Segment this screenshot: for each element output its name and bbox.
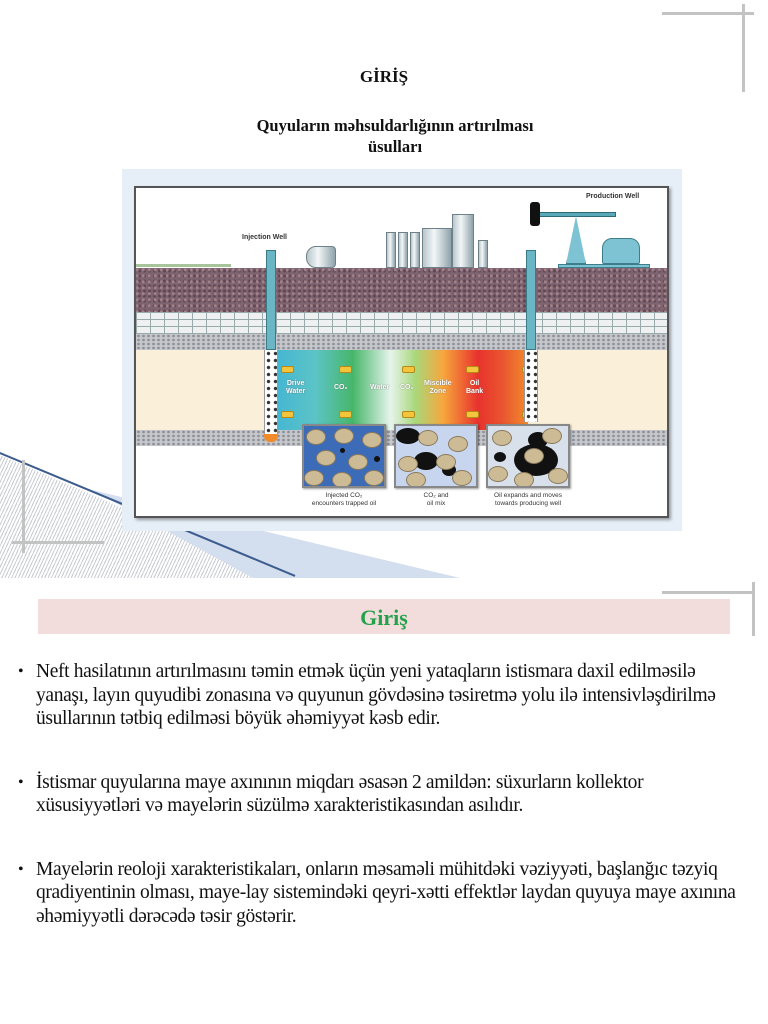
corner-ornament-horizontal (12, 541, 104, 544)
injection-well-perforations (264, 350, 278, 436)
tank-icon (410, 232, 420, 268)
production-well-casing (526, 250, 536, 350)
bullet-item: • İstismar quyularına maye axınının miqdarı əsasən 2 amildən: süxurların kollektor xüsusiyyətləri və mayelərin süzülmə xarakteristikasından asılıdır. (18, 771, 738, 818)
co2-flooding-diagram (134, 186, 669, 518)
flow-arrow-icon (402, 411, 415, 418)
tank-icon (386, 232, 396, 268)
zone-label-oil-bank: Oil Bank (466, 380, 484, 395)
bullet-list (18, 660, 738, 928)
subtitle-line-2: üsulları (367, 137, 423, 156)
injection-well-casing (266, 250, 276, 350)
subtitle-line-1: Quyuların məhsuldarlığının artırılması (256, 116, 534, 135)
zone-label-drive-water: Drive Water (286, 380, 306, 395)
rock-layer-limestone (136, 312, 667, 334)
title-banner (38, 599, 730, 634)
slide-title: GİRİŞ (359, 67, 409, 86)
pore-inset-1 (302, 424, 386, 488)
corner-ornament-horizontal (662, 591, 754, 594)
pore-inset-3 (486, 424, 570, 488)
inset-caption-3: Oil expands and moves towards producing well (494, 492, 562, 507)
tank-icon (452, 214, 474, 268)
rock-layer-gravel (136, 334, 667, 350)
bullet-item: • Neft hasilatının artırılmasını təmin etmək üçün yeni yataqların istismara daxil edilməsilə yanaşı, layın quyudibi zonasına və quyunun gövdəsinə təsiretmə yolu ilə intensivləşdirilmə üsullarının tətbiq edilməsi böyük əhəmiyyət kəsb edir. (18, 660, 738, 731)
surface-pipeline (136, 264, 231, 267)
rock-layer-surface (136, 268, 667, 312)
tank-icon (422, 228, 452, 268)
inset-caption-1: Injected CO₂ encounters trapped oil (311, 492, 377, 507)
production-well-perforations (524, 350, 538, 422)
inset-caption-2: CO₂ and oil mix (423, 492, 449, 507)
pumpjack-frame (566, 216, 586, 264)
corner-ornament-vertical (752, 582, 755, 636)
flow-arrow-icon (339, 366, 352, 373)
production-well-label: Production Well (586, 193, 640, 200)
flow-arrow-icon (466, 366, 479, 373)
flow-arrow-icon (466, 411, 479, 418)
slide-2 (0, 578, 768, 1024)
zone-label-miscible-zone: Miscible Zone (424, 380, 452, 395)
corner-ornament-horizontal (662, 12, 754, 15)
flow-arrow-icon (402, 366, 415, 373)
slide-subtitle (200, 115, 590, 157)
compressor-icon (306, 246, 336, 268)
pore-inset-2 (394, 424, 478, 488)
bullet-item: • Mayelərin reoloji xarakteristikaları, onların məsaməli mühitdəki vəziyyəti, başlanğıc təzyiq qradiyentinin olması, maye-lay sistemindəki qeyri-xətti effektlər laydan quyuya maye axınına əhəmiyyətli dərəcədə təsir göstərir. (18, 858, 738, 929)
pumpjack-motor (602, 238, 640, 264)
flow-arrow-icon (339, 411, 352, 418)
flow-arrow-icon (281, 411, 294, 418)
corner-ornament-vertical (22, 460, 25, 553)
banner-title: Giriş (360, 605, 408, 630)
flow-arrow-icon (281, 366, 294, 373)
zone-label-water: Water (370, 384, 390, 391)
zone-label-co2: CO₂ (334, 384, 348, 391)
tank-icon (478, 240, 488, 268)
injection-well-label: Injection Well (242, 234, 287, 241)
pumpjack-head-icon (530, 202, 540, 226)
tank-icon (398, 232, 408, 268)
zone-label-co2: CO₂ (400, 384, 414, 391)
